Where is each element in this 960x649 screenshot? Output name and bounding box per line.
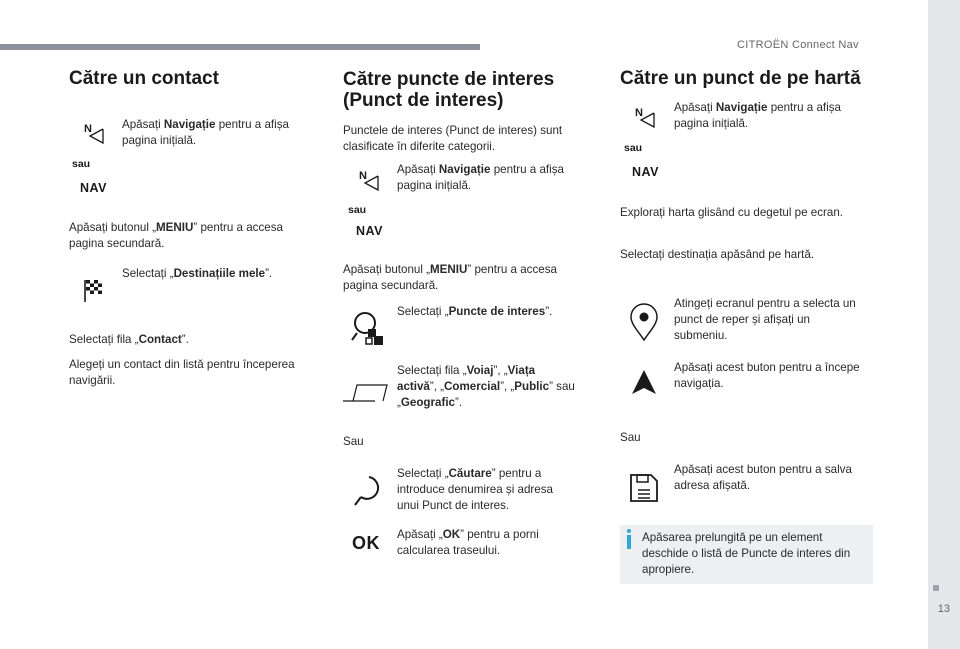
nav-button-label: NAV <box>80 181 107 195</box>
step-text: Selectați „Destinațiile mele”. <box>122 267 273 280</box>
brand-label: CITROËN Connect Nav <box>737 39 859 51</box>
ok-button-label: OK <box>352 533 380 553</box>
step-text: Selectați „Căutare” pentru a introduce denumirea și adresa unui Punct de interes. <box>397 467 553 512</box>
header-rule <box>0 44 480 50</box>
checkered-flag-icon <box>84 280 102 302</box>
or-label: sau <box>348 204 367 216</box>
or-text: Sau <box>620 431 641 444</box>
step-text: Apăsați Navigație pentru a afișa pagina inițială. <box>674 101 841 130</box>
step-text: Selectați fila „Voiaj”, „Viața activă”, „Comercial”, „Public” sau „Geografic”. <box>397 364 575 409</box>
step-text: Apăsați acest buton pentru a începe navigația. <box>674 361 860 390</box>
section-title-line: Către puncte de interes <box>343 69 555 90</box>
search-magnifier-icon <box>353 474 383 508</box>
navigation-arrow-icon <box>639 112 655 128</box>
section-title-poi <box>343 69 554 111</box>
north-letter: N <box>84 123 92 135</box>
step-text: Selectați „Puncte de interes”. <box>397 305 553 318</box>
step-text: Selectați destinația apăsând pe hartă. <box>620 248 815 261</box>
info-note-text: Apăsarea prelungită pe un element deschide o listă de Puncte de interes din apropiere. <box>642 531 851 576</box>
step-text: Apăsați butonul „MENIU” pentru a accesa pagina secundară. <box>69 221 283 250</box>
navigation-arrow-icon <box>88 128 104 144</box>
step-text: Apăsați „OK” pentru a porni calcularea traseului. <box>397 528 539 557</box>
start-navigation-icon <box>631 369 657 395</box>
step-text: Apăsați Navigație pentru a afișa pagina inițială. <box>122 118 289 147</box>
step-text: Explorați harta glisând cu degetul pe ecran. <box>620 206 843 219</box>
step-text: Apăsați acest buton pentru a salva adresa afișată. <box>674 463 852 492</box>
or-label: sau <box>72 158 91 170</box>
page-marker <box>933 585 939 591</box>
nav-button-label: NAV <box>632 165 659 179</box>
north-letter: N <box>635 107 643 119</box>
section-title-map-point: Către un punct de pe hartă <box>620 68 861 89</box>
section-title-contact: Către un contact <box>69 68 219 89</box>
step-text: Selectați fila „Contact”. <box>69 333 189 346</box>
side-margin-bar <box>928 0 960 649</box>
section-title-line: (Punct de interes) <box>343 90 504 111</box>
info-icon <box>627 529 631 533</box>
page-number: 13 <box>937 603 950 615</box>
north-letter: N <box>359 170 367 182</box>
or-label: sau <box>624 142 643 154</box>
or-text: Sau <box>343 435 364 448</box>
nav-button-label: NAV <box>356 224 383 238</box>
intro-text: Punctele de interes (Punct de interes) sunt clasificate în diferite categorii. <box>343 124 563 153</box>
tab-selector-icon <box>343 381 388 403</box>
map-pin-icon <box>629 303 659 341</box>
step-text: Apăsați Navigație pentru a afișa pagina inițială. <box>397 163 564 192</box>
navigation-arrow-icon <box>363 175 379 191</box>
save-icon <box>630 474 658 502</box>
step-text: Apăsați butonul „MENIU” pentru a accesa pagina secundară. <box>343 263 557 292</box>
poi-search-icon <box>352 310 386 348</box>
step-text: Alegeți un contact din listă pentru începerea navigării. <box>69 358 295 387</box>
step-text: Atingeți ecranul pentru a selecta un punct de reper și afișați un submeniu. <box>674 297 856 342</box>
info-icon-bar <box>627 535 631 549</box>
